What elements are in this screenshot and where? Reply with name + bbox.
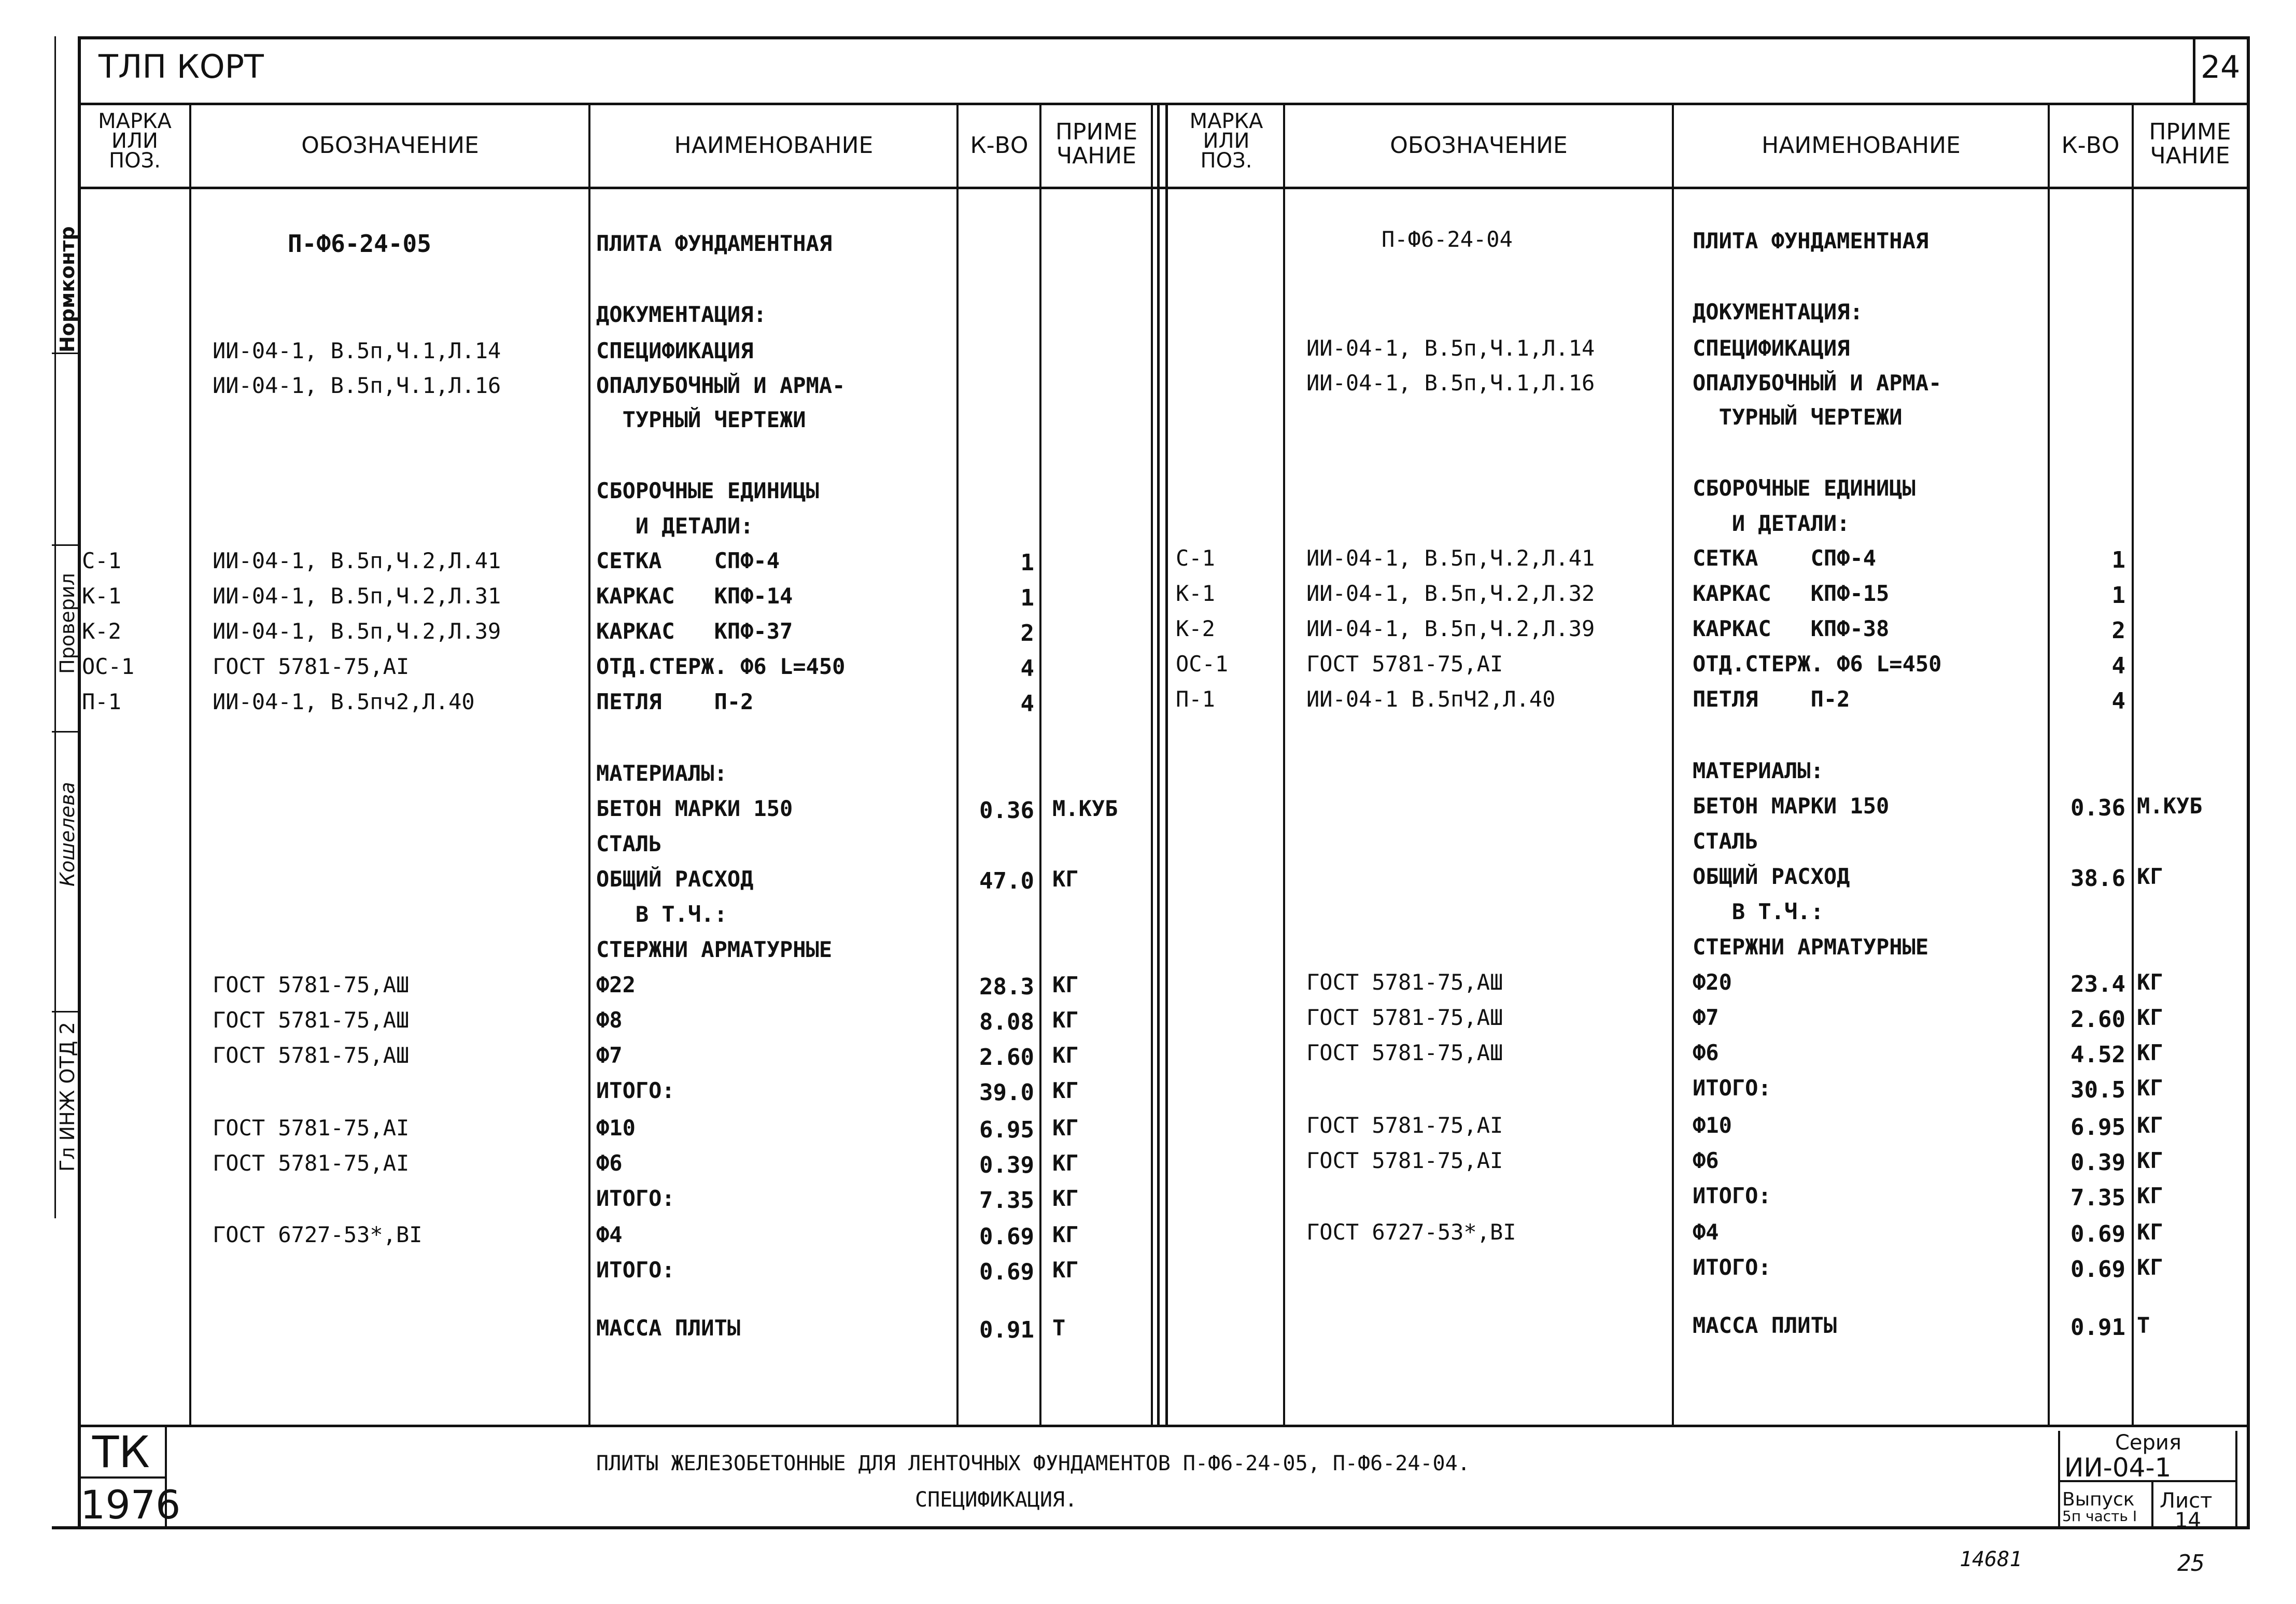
footer-title-line1: ПЛИТЫ ЖЕЛЕЗОБЕТОННЫЕ ДЛЯ ЛЕНТОЧНЫХ ФУНДАМЕНТОВ П-Ф6-24-05, П-Ф6-24-04. bbox=[596, 1452, 1470, 1475]
org-title: ТЛП КОРТ bbox=[98, 48, 264, 86]
right-col-line-4 bbox=[2132, 104, 2134, 1426]
right-row-name: ПЕТЛЯ П-2 bbox=[1693, 686, 1850, 712]
right-row-designation: ИИ-04-1 В.5пЧ2,Л.40 bbox=[1306, 686, 1556, 712]
sheet-number-divider bbox=[2193, 36, 2195, 104]
left-row-name: ДОКУМЕНТАЦИЯ: bbox=[596, 302, 767, 327]
right-row-qty: 0.69 bbox=[2070, 1256, 2125, 1283]
left-row-mark: ОС-1 bbox=[82, 654, 135, 679]
sheet-label: Лист bbox=[2160, 1489, 2213, 1513]
series-value: ИИ-04-1 bbox=[2064, 1453, 2172, 1483]
issue-sheet-divider bbox=[2151, 1482, 2153, 1527]
left-row-designation: ГОСТ 5781-75,AI bbox=[213, 1115, 410, 1141]
right-row-qty: 0.36 bbox=[2070, 795, 2125, 821]
right-row-qty: 0.91 bbox=[2070, 1314, 2125, 1341]
right-row-name: МАССА ПЛИТЫ bbox=[1693, 1313, 1837, 1338]
left-row-name: ОТД.СТЕРЖ. Ф6 L=450 bbox=[596, 654, 846, 679]
right-row-qty: 2.60 bbox=[2070, 1006, 2125, 1033]
series-label: Серия bbox=[2115, 1431, 2181, 1455]
left-header-qty: К-ВО bbox=[970, 132, 1029, 159]
right-row-name: ТУРНЫЙ ЧЕРТЕЖИ bbox=[1693, 404, 1903, 430]
stamp-org: ТК bbox=[92, 1427, 150, 1478]
right-row-name: В Т.Ч.: bbox=[1693, 899, 1824, 924]
left-row-note: КГ bbox=[1052, 1115, 1079, 1141]
sidebar-label-norm-control: Нормконтр bbox=[56, 226, 79, 353]
right-row-note: КГ bbox=[2137, 1219, 2163, 1245]
right-row-qty: 30.5 bbox=[2070, 1077, 2125, 1103]
right-row-name: БЕТОН МАРКИ 150 bbox=[1693, 793, 1890, 819]
right-row-mark: К-2 bbox=[1176, 616, 1215, 641]
left-row-designation: ГОСТ 5781-75,AI bbox=[213, 654, 410, 679]
left-row-name: СТЕРЖНИ АРМАТУРНЫЕ bbox=[596, 937, 833, 962]
right-row-qty: 1 bbox=[2111, 547, 2125, 573]
issue-value: 5п часть I bbox=[2062, 1508, 2137, 1525]
right-row-name: ОПАЛУБОЧНЫЙ И АРМА- bbox=[1693, 370, 1942, 396]
right-row-note: КГ bbox=[2137, 1113, 2163, 1138]
sidebar-divider-2 bbox=[52, 544, 78, 546]
left-row-name: ПЕТЛЯ П-2 bbox=[596, 689, 754, 714]
left-row-name: СБОРОЧНЫЕ ЕДИНИЦЫ bbox=[596, 478, 819, 503]
left-row-designation: ИИ-04-1, В.5п,Ч.2,Л.41 bbox=[213, 548, 501, 573]
footer-title-line2: СПЕЦИФИКАЦИЯ. bbox=[915, 1488, 1078, 1512]
right-row-designation: ИИ-04-1, В.5п,Ч.1,Л.14 bbox=[1306, 335, 1595, 361]
left-row-designation: ИИ-04-1, В.5п,Ч.1,Л.14 bbox=[213, 338, 501, 363]
right-row-note: КГ bbox=[2137, 1005, 2163, 1030]
right-row-name: Ф7 bbox=[1693, 1005, 1719, 1030]
frame-top-border bbox=[78, 36, 2250, 39]
left-row-qty: 6.95 bbox=[979, 1117, 1034, 1143]
right-header-note: ПРИМЕ ЧАНИЕ bbox=[2149, 119, 2231, 169]
right-row-name: ДОКУМЕНТАЦИЯ: bbox=[1693, 299, 1863, 325]
right-row-mark: ОС-1 bbox=[1176, 651, 1229, 677]
right-row-name: ИТОГО: bbox=[1693, 1075, 1771, 1101]
left-row-mark: П-1 bbox=[82, 689, 121, 714]
left-row-name: Ф6 bbox=[596, 1150, 623, 1176]
right-row-name: СЕТКА СПФ-4 bbox=[1693, 545, 1877, 571]
right-row-note: КГ bbox=[2137, 1255, 2163, 1280]
right-row-mark: К-1 bbox=[1176, 581, 1215, 606]
left-row-qty: 2 bbox=[1020, 620, 1034, 646]
left-header-name: НАИМЕНОВАНИЕ bbox=[674, 132, 874, 159]
left-row-name: ИТОГО: bbox=[596, 1186, 675, 1211]
left-row-designation: ИИ-04-1, В.5п,Ч.2,Л.31 bbox=[213, 583, 501, 609]
right-row-note: КГ bbox=[2137, 1183, 2163, 1208]
left-row-designation: ГОСТ 5781-75,AШ bbox=[213, 972, 410, 997]
right-row-name: Ф6 bbox=[1693, 1148, 1719, 1173]
left-row-designation: ГОСТ 5781-75,AI bbox=[213, 1150, 410, 1176]
sheet-value: 14 bbox=[2175, 1509, 2201, 1532]
left-row-qty: 1 bbox=[1020, 550, 1034, 576]
header-bottom-line bbox=[78, 187, 2250, 189]
sidebar-divider-3 bbox=[52, 731, 78, 733]
right-row-qty: 7.35 bbox=[2070, 1185, 2125, 1211]
right-row-mark: С-1 bbox=[1176, 545, 1215, 571]
left-row-designation: ИИ-04-1, В.5п,Ч.2,Л.39 bbox=[213, 618, 501, 644]
left-row-qty: 0.69 bbox=[979, 1223, 1034, 1250]
left-row-note: КГ bbox=[1052, 1186, 1079, 1211]
left-row-name: СЕТКА СПФ-4 bbox=[596, 548, 780, 573]
left-row-name: МАТЕРИАЛЫ: bbox=[596, 761, 727, 786]
left-row-note: М.КУБ bbox=[1052, 796, 1118, 821]
left-row-name: В Т.Ч.: bbox=[596, 902, 727, 927]
left-row-note: КГ bbox=[1052, 1078, 1079, 1103]
left-title-code: П-Ф6-24-05 bbox=[288, 230, 431, 258]
sidebar-divider-1 bbox=[52, 353, 78, 354]
left-row-name: ОПАЛУБОЧНЫЙ И АРМА- bbox=[596, 373, 846, 398]
left-row-name: ИТОГО: bbox=[596, 1078, 675, 1103]
left-row-qty: 4 bbox=[1020, 691, 1034, 717]
left-row-qty: 2.60 bbox=[979, 1044, 1034, 1071]
left-header-designation: ОБОЗНАЧЕНИЕ bbox=[301, 132, 479, 159]
left-row-designation: ИИ-04-1, В.5п,Ч.1,Л.16 bbox=[213, 373, 501, 398]
center-separator-2 bbox=[1165, 104, 1168, 1426]
left-row-qty: 7.35 bbox=[979, 1187, 1034, 1214]
left-row-name: ОБЩИЙ РАСХОД bbox=[596, 866, 754, 892]
left-row-mark: К-1 bbox=[82, 583, 121, 609]
right-row-name: Ф6 bbox=[1693, 1040, 1719, 1065]
right-row-qty: 23.4 bbox=[2070, 971, 2125, 997]
right-row-qty: 4.52 bbox=[2070, 1042, 2125, 1068]
frame-right-border bbox=[2247, 36, 2250, 1529]
right-row-name: КАРКАС КПФ-15 bbox=[1693, 581, 1890, 606]
left-row-name: Ф7 bbox=[596, 1043, 623, 1068]
right-row-designation: ГОСТ 5781-75,AI bbox=[1306, 1113, 1503, 1138]
right-row-name: Ф4 bbox=[1693, 1219, 1719, 1245]
right-row-qty: 1 bbox=[2111, 582, 2125, 609]
left-row-note: КГ bbox=[1052, 1150, 1079, 1176]
left-row-note: Т bbox=[1052, 1315, 1066, 1341]
right-row-designation: ГОСТ 5781-75,AШ bbox=[1306, 1040, 1503, 1065]
left-col-line-2 bbox=[588, 104, 590, 1426]
left-row-mark: К-2 bbox=[82, 618, 121, 644]
right-row-note: КГ bbox=[2137, 864, 2163, 889]
left-row-qty: 0.91 bbox=[979, 1317, 1034, 1343]
right-header-mark: МАРКА ИЛИ ПОЗ. bbox=[1189, 109, 1263, 173]
left-row-qty: 0.69 bbox=[979, 1259, 1034, 1285]
left-row-mark: С-1 bbox=[82, 548, 121, 573]
left-col-line-1 bbox=[189, 104, 191, 1426]
right-row-designation: ГОСТ 6727-53*,BI bbox=[1306, 1219, 1516, 1245]
right-header-designation: ОБОЗНАЧЕНИЕ bbox=[1390, 132, 1568, 159]
right-row-designation: ГОСТ 5781-75,AШ bbox=[1306, 969, 1503, 995]
right-row-designation: ИИ-04-1, В.5п,Ч.2,Л.41 bbox=[1306, 545, 1595, 571]
left-col-line-5 bbox=[1151, 104, 1153, 1426]
right-row-mark: П-1 bbox=[1176, 686, 1215, 712]
right-row-qty: 6.95 bbox=[2070, 1114, 2125, 1141]
left-row-qty: 47.0 bbox=[979, 868, 1034, 894]
sidebar-label-chief-engineer: Гл ИНЖ ОТД 2 bbox=[56, 1022, 79, 1172]
right-row-designation: ГОСТ 5781-75,AШ bbox=[1306, 1005, 1503, 1030]
right-row-note: КГ bbox=[2137, 1040, 2163, 1065]
header-top-line bbox=[78, 103, 2250, 105]
right-row-name: Ф20 bbox=[1693, 969, 1732, 995]
right-row-name: ПЛИТА ФУНДАМЕНТНАЯ bbox=[1693, 228, 1929, 254]
left-row-name: ТУРНЫЙ ЧЕРТЕЖИ bbox=[596, 407, 806, 432]
issue-label: Выпуск bbox=[2062, 1489, 2135, 1510]
right-row-designation: ИИ-04-1, В.5п,Ч.2,Л.32 bbox=[1306, 581, 1595, 606]
right-row-name: ОБЩИЙ РАСХОД bbox=[1693, 864, 1850, 889]
right-header-qty: К-ВО bbox=[2061, 132, 2120, 159]
right-row-name: СТЕРЖНИ АРМАТУРНЫЕ bbox=[1693, 934, 1929, 960]
left-row-name: КАРКАС КПФ-37 bbox=[596, 618, 793, 644]
page-number: 25 bbox=[2177, 1550, 2205, 1577]
left-row-note: КГ bbox=[1052, 1007, 1079, 1033]
left-row-name: Ф22 bbox=[596, 972, 636, 997]
right-title-code: П-Ф6-24-04 bbox=[1382, 227, 1513, 252]
right-row-qty: 2 bbox=[2111, 617, 2125, 644]
right-row-note: Т bbox=[2137, 1313, 2150, 1338]
right-row-designation: ИИ-04-1, В.5п,Ч.1,Л.16 bbox=[1306, 370, 1595, 396]
frame-bottom-border bbox=[52, 1526, 2250, 1529]
left-row-name: ИТОГО: bbox=[596, 1257, 675, 1283]
right-row-qty: 38.6 bbox=[2070, 865, 2125, 892]
left-header-note: ПРИМЕ ЧАНИЕ bbox=[1055, 119, 1138, 169]
left-col-line-4 bbox=[1039, 104, 1041, 1426]
left-row-qty: 0.36 bbox=[979, 797, 1034, 824]
right-col-line-3 bbox=[2048, 104, 2050, 1426]
footer-top-line bbox=[78, 1425, 2250, 1427]
left-row-name: СПЕЦИФИКАЦИЯ bbox=[596, 338, 754, 363]
right-row-name: И ДЕТАЛИ: bbox=[1693, 511, 1850, 536]
left-row-note: КГ bbox=[1052, 1222, 1079, 1247]
left-row-designation: ГОСТ 5781-75,AШ bbox=[213, 1007, 410, 1033]
right-row-name: СТАЛЬ bbox=[1693, 828, 1758, 854]
right-row-name: КАРКАС КПФ-38 bbox=[1693, 616, 1890, 641]
left-col-line-3 bbox=[956, 104, 959, 1426]
right-row-qty: 4 bbox=[2111, 653, 2125, 679]
right-row-name: ИТОГО: bbox=[1693, 1183, 1771, 1208]
sidebar-label-signer: Кошелева bbox=[56, 782, 79, 887]
right-col-line-2 bbox=[1672, 104, 1674, 1426]
left-row-name: Ф4 bbox=[596, 1222, 623, 1247]
right-header-name: НАИМЕНОВАНИЕ bbox=[1762, 132, 1961, 159]
left-row-note: КГ bbox=[1052, 1257, 1079, 1283]
right-row-designation: ГОСТ 5781-75,AI bbox=[1306, 651, 1503, 677]
left-row-name: БЕТОН МАРКИ 150 bbox=[596, 796, 793, 821]
left-header-mark: МАРКА ИЛИ ПОЗ. bbox=[98, 109, 172, 173]
left-row-name: СТАЛЬ bbox=[596, 831, 662, 856]
left-row-qty: 8.08 bbox=[979, 1009, 1034, 1035]
right-row-note: М.КУБ bbox=[2137, 793, 2203, 819]
right-row-note: КГ bbox=[2137, 1148, 2163, 1173]
right-row-designation: ИИ-04-1, В.5п,Ч.2,Л.39 bbox=[1306, 616, 1595, 641]
right-row-name: Ф10 bbox=[1693, 1113, 1732, 1138]
right-row-designation: ГОСТ 5781-75,AI bbox=[1306, 1148, 1503, 1173]
left-row-name: КАРКАС КПФ-14 bbox=[596, 583, 793, 609]
left-row-qty: 1 bbox=[1020, 585, 1034, 611]
sidebar-label-checked: Проверил bbox=[56, 573, 79, 674]
right-row-qty: 4 bbox=[2111, 688, 2125, 714]
left-row-note: КГ bbox=[1052, 866, 1079, 892]
left-row-qty: 39.0 bbox=[979, 1079, 1034, 1106]
right-row-name: СПЕЦИФИКАЦИЯ bbox=[1693, 335, 1850, 361]
right-col-line-1 bbox=[1283, 104, 1285, 1426]
left-row-qty: 0.39 bbox=[979, 1152, 1034, 1178]
left-row-qty: 4 bbox=[1020, 655, 1034, 682]
right-row-note: КГ bbox=[2137, 969, 2163, 995]
series-box-left bbox=[2058, 1431, 2060, 1527]
left-row-name: МАССА ПЛИТЫ bbox=[596, 1315, 741, 1341]
right-row-note: КГ bbox=[2137, 1075, 2163, 1101]
left-row-name: И ДЕТАЛИ: bbox=[596, 513, 754, 539]
right-row-name: СБОРОЧНЫЕ ЕДИНИЦЫ bbox=[1693, 475, 1915, 501]
left-row-name: ПЛИТА ФУНДАМЕНТНАЯ bbox=[596, 231, 833, 256]
sidebar-divider-4 bbox=[52, 1011, 78, 1012]
left-row-qty: 28.3 bbox=[979, 974, 1034, 1000]
left-row-name: Ф8 bbox=[596, 1007, 623, 1033]
left-row-designation: ИИ-04-1, В.5пч2,Л.40 bbox=[213, 689, 475, 714]
right-row-qty: 0.69 bbox=[2070, 1221, 2125, 1247]
right-row-name: ИТОГО: bbox=[1693, 1255, 1771, 1280]
right-row-name: ОТД.СТЕРЖ. Ф6 L=450 bbox=[1693, 651, 1942, 677]
left-row-note: КГ bbox=[1052, 972, 1079, 997]
series-box-right bbox=[2235, 1431, 2237, 1527]
left-row-designation: ГОСТ 6727-53*,BI bbox=[213, 1222, 422, 1247]
left-row-note: КГ bbox=[1052, 1043, 1079, 1068]
right-row-name: МАТЕРИАЛЫ: bbox=[1693, 758, 1824, 783]
left-row-designation: ГОСТ 5781-75,AШ bbox=[213, 1043, 410, 1068]
center-separator-1 bbox=[1157, 104, 1160, 1426]
stamp-year: 1976 bbox=[80, 1482, 181, 1528]
left-row-name: Ф10 bbox=[596, 1115, 636, 1141]
inventory-number: 14681 bbox=[1960, 1547, 2022, 1571]
sheet-number: 24 bbox=[2201, 49, 2241, 86]
right-row-qty: 0.39 bbox=[2070, 1149, 2125, 1176]
